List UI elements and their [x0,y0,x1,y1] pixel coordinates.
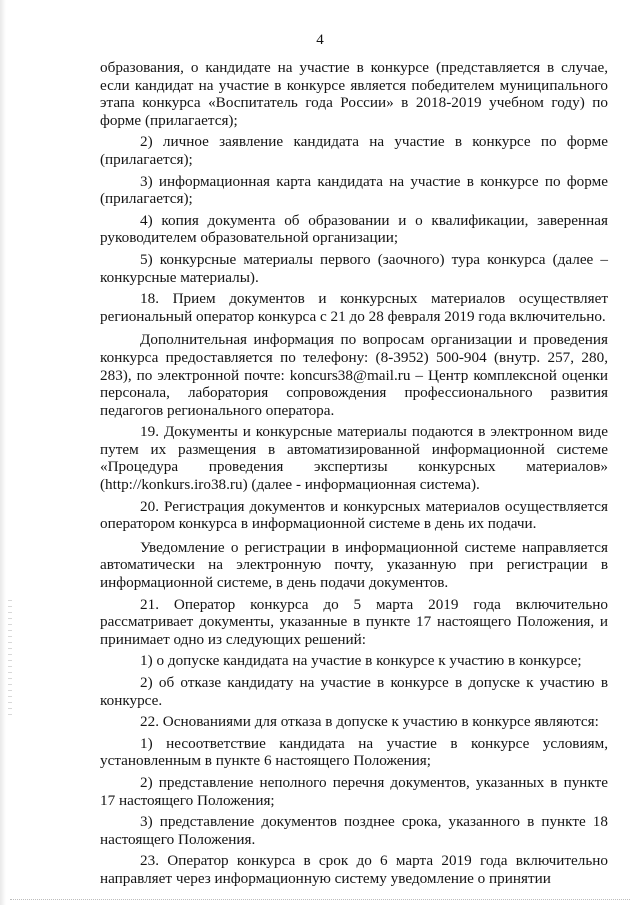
refusal-reason-3: 3) представление документов позднее срока, указанного в пункте 18 настоящего Положения. [100,813,608,848]
clause-19: 19. Документы и конкурсные материалы подаются в электронном виде путем их размещения в автоматизированной информационной системе «Процедура проведения экспертизы конкурсных материалов» (http://konkurs.iro38.ru) (далее - информационная система). [100,423,608,494]
refusal-reason-2: 2) представление неполного перечня документов, указанных в пункте 17 настоящего Положения; [100,773,608,809]
clause-18: 18. Прием документов и конкурсных материалов осуществляет региональный оператор конкурса с 21 до 28 февраля 2019 года включительно. [100,290,608,325]
clause-21: 21. Оператор конкурса до 5 марта 2019 года включительно рассматривает документы, указанные в пункте 17 настоящего Положения, и принимает одно из следующих решений: [100,595,608,648]
document-body [100,59,608,888]
clause-22: 22. Основаниями для отказа в допуске к участию в конкурсе являются: [140,713,599,731]
decision-item-1: 1) о допуске кандидата на участие в конкурсе к участию в конкурсе; [140,652,582,670]
decision-item-2: 2) об отказе кандидату на участие в конкурсе в допуске к участию в конкурсе. [100,674,608,709]
clause-23: 23. Оператор конкурса в срок до 6 марта 2019 года включительно направляет через информационную систему уведомление о принятии [100,852,608,887]
page-number: 4 [316,32,324,48]
list-item-2: 2) личное заявление кандидата на участие в конкурсе по форме (прилагается); [100,133,608,168]
scan-shadow [0,0,6,905]
list-item-4: 4) копия документа об образовании и о квалификации, заверенная руководителем образовательной организации; [100,211,608,247]
paragraph-continuation: образования, о кандидате на участие в конкурсе (представляется в случае, если кандидат на участие в конкурсе является победителем муниципального этапа конкурса «Воспитатель года России» в 2018-2019 учебном году) по форме (прилагается); [100,59,608,129]
scan-artifact [8,600,12,720]
additional-info-paragraph: Дополнительная информация по вопросам организации и проведения конкурса предоставляется по телефону: (8-3952) 500-904 (внутр. 257, 280, 283), по электронной почте: koncurs38@mail.ru – Центр комплексной оценки персонала, лаборатория сопровождения профессионального развития педагогов регионального оператора. [100,331,608,419]
clause-20: 20. Регистрация документов и конкурсных материалов осуществляется оператором конкурса в информационной системе в день их подачи. [100,497,608,533]
refusal-reason-1: 1) несоответствие кандидата на участие в конкурсе условиям, установленным в пункте 6 настоящего Положения; [100,734,608,770]
page-bottom-edge [10,899,630,900]
list-item-5: 5) конкурсные материалы первого (заочного) тура конкурса (далее – конкурсные материалы). [100,250,608,286]
list-item-3: 3) информационная карта кандидата на участие в конкурсе по форме (прилагается); [100,172,608,208]
notification-paragraph: Уведомление о регистрации в информационной системе направляется автоматически на электронную почту, указанную при регистрации в информационной системе, в день подачи документов. [100,538,608,592]
